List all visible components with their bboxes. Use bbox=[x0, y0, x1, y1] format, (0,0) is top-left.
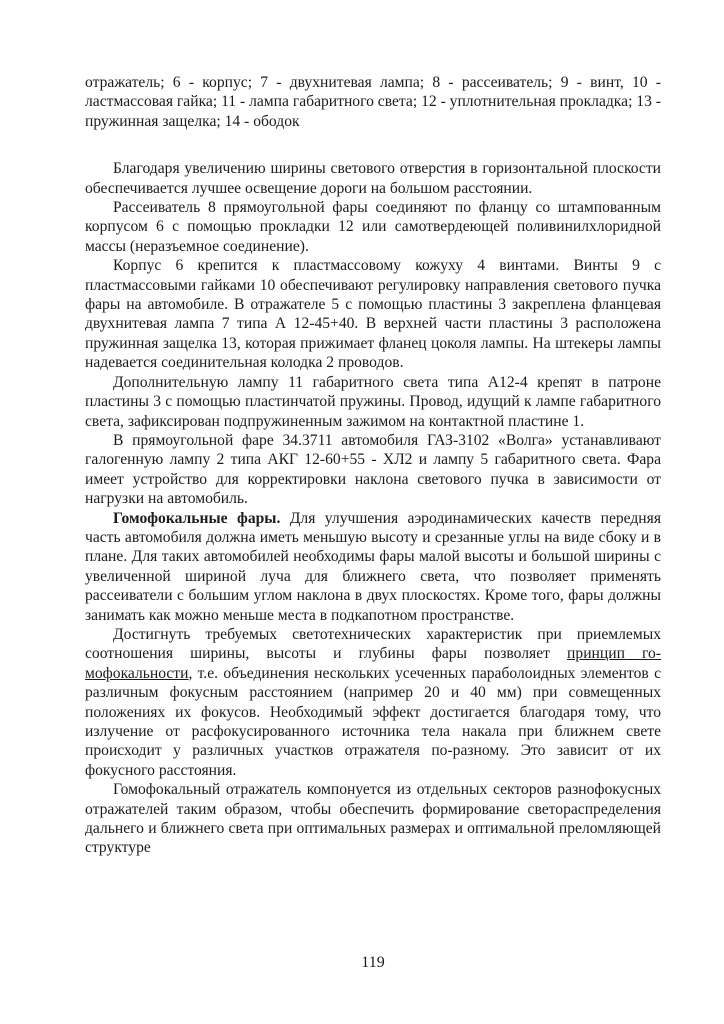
paragraph-marker-lamp: Дополнительную лампу 11 габаритного света типа А12-4 крепят в патроне пластины 3 с помощью пластинчатой пружины. Провод, идущий к лампе габаритного света, зафиксирован подпружиненным зажимом на контактной пластине 1. bbox=[85, 373, 661, 430]
paragraph-diffuser-flange: Рассеиватель 8 прямоугольной фары соединяют по фланцу со штампованным корпусом 6 с помощью прокладки 12 или самотвердеющей поливинилхлоридной массы (неразъемное соединение). bbox=[85, 199, 661, 255]
paragraph-gaz-3102-headlamp: В прямоугольной фаре 34.3711 автомобиля ГАЗ-3102 «Волга» устанавливают галогенную лампу 2 типа АКГ 12-60+55 - ХЛ2 и лампу 5 габаритного света. Фара имеет устройство для корректировки наклона светового пучка в зависимости от нагрузки на автомобиль. bbox=[85, 431, 661, 508]
figure-caption-continuation: отражатель; 6 - корпус; 7 - двухнитевая лампа; 8 - рассеиватель; 9 - винт, 10 - ластмассовая гайка; 11 - лампа габаритного света; 12 - уплотнительная прокладка; 13 - пружинная защелка; 14 - ободок bbox=[85, 74, 661, 130]
paragraph-homofocal-headlamps bbox=[85, 509, 661, 625]
paragraph-homofocality-principle bbox=[85, 625, 661, 780]
page-number: 119 bbox=[361, 954, 385, 971]
paragraph-gap bbox=[85, 131, 661, 159]
text-block bbox=[85, 73, 661, 858]
paragraph-homofocal-reflector: Гомофокальный отражатель компонуется из отдельных секторов разнофокусных отражателей таким образом, чтобы обеспечить формирование светораспределения дальнего и ближнего света при оптимальных размерах и оптимальной преломляющей структуре bbox=[85, 781, 661, 857]
bold-run-homofocal-headlamps: Гомофокальные фары. bbox=[113, 509, 281, 527]
text-run-before-underline: Достигнуть требуемых светотехнических характеристик при приемлемых соотношения ширины, высоты и глубины фары позволяет bbox=[85, 625, 661, 663]
underlined-run-homofocality-principle: принцип го-мофокальности bbox=[85, 645, 661, 682]
paragraph-light-aperture: Благодаря увеличению ширины светового отверстия в горизонтальной плоскости обеспечивается лучшее освещение дороги на большом расстоянии. bbox=[85, 160, 661, 197]
text-run-after-underline: , т.е. объединения нескольких усеченных параболоидных элементов с различным фокусным расстоянием (например 20 и 40 мм) при совмещенных положениях их фокусов. Необходимый эффект достигается благодаря тому, что излучение от расфокусированного источника тела накала при ближнем свете происходит у различных участков отражателя по-разному. Это зависит от их фокусного расстояния. bbox=[85, 664, 661, 779]
paragraph-housing-mounting: Корпус 6 крепится к пластмассовому кожуху 4 винтами. Винты 9 с пластмассовыми гайками 10 обеспечивают регулировку направления светового пучка фары на автомобиле. В отражателе 5 с помощью пластины 3 закреплена фланцевая двухнитевая лампа 7 типа А 12-45+40. В верхней части пластины 3 расположена пружинная защелка 13, которая прижимает фланец цоколя лампы. На штекеры лампы надевается соединительная колодка 2 проводов. bbox=[85, 257, 661, 372]
text-run-aerodynamics: Для улучшения аэродинамических качеств передняя часть автомобиля должна иметь меньшую высоту и срезанные углы на виде сбоку и в плане. Для таких автомобилей необходимы фары малой высоты и большой ширины с увеличенной шириной луча для ближнего света, что позволяет применять рассеиватели с большим углом наклона в двух плоскостях. Кроме того, фары должны занимать как можно меньше места в подкапотном пространстве. bbox=[85, 509, 661, 624]
